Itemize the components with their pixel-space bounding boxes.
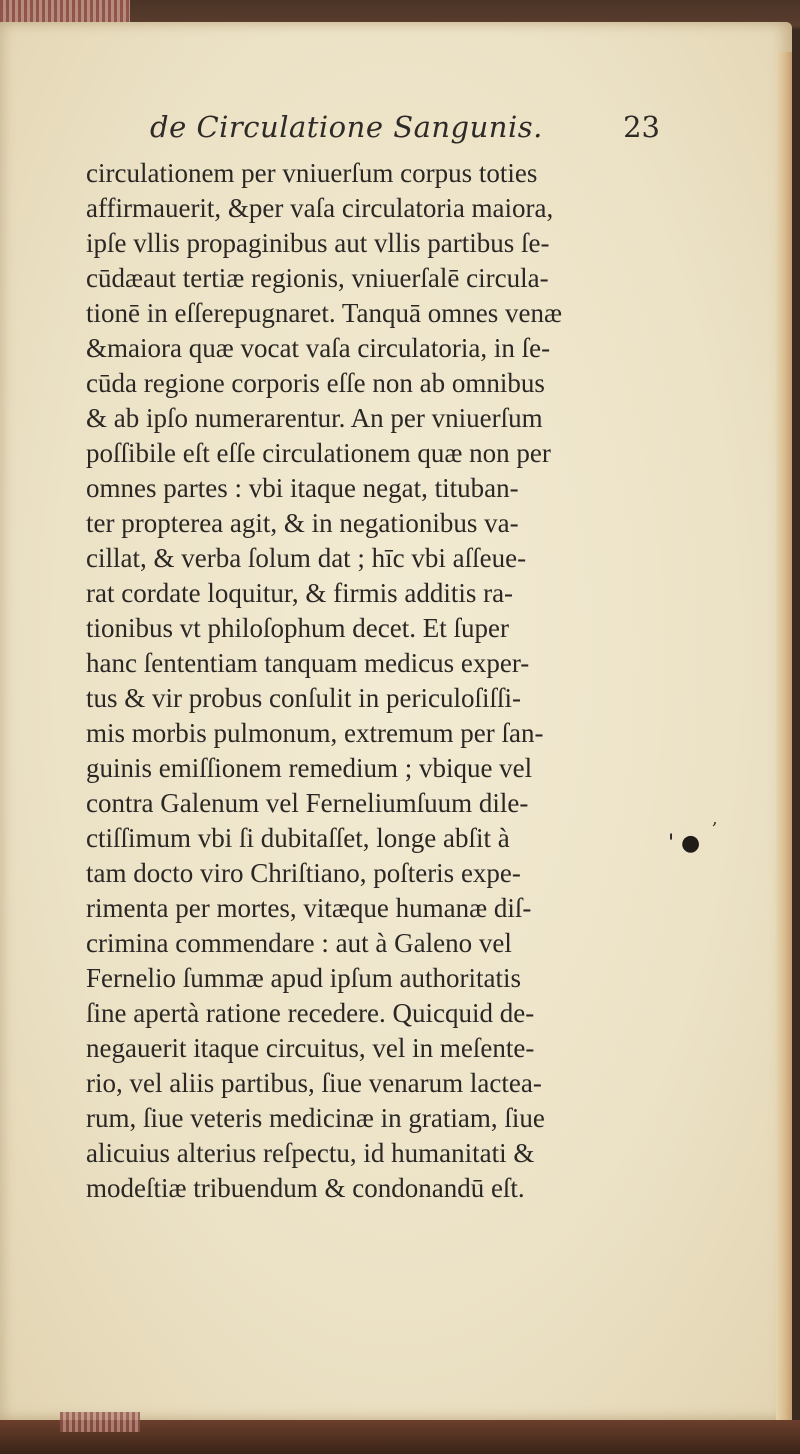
text-line: rat cordate loquitur, & firmis additis ra- [86, 578, 514, 608]
text-line: ſine apertà ratione recedere. Quicquid de- [86, 998, 535, 1028]
binding-thread-bottom [60, 1412, 140, 1432]
text-line: &maiora quæ vocat vaſa circulatoria, in ſe- [86, 333, 551, 363]
text-line: & ab ipſo numerarentur. An per vniuerſum [86, 403, 543, 433]
page-header [150, 110, 660, 154]
text-line: omnes partes : vbi itaque negat, tituban- [86, 473, 519, 503]
body-text [86, 156, 652, 1206]
text-line: circulationem per vniuerſum corpus toties [86, 158, 538, 188]
text-line: ter propterea agit, & in negationibus va- [86, 508, 519, 538]
text-line: ctiſſimum vbi ſi dubitaſſet, longe abſit à [86, 823, 510, 853]
running-head: de Circulatione Sangunis. [150, 110, 543, 144]
text-line: crimina commendare : aut à Galeno vel [86, 928, 512, 958]
text-line: tam docto viro Chriſtiano, poſteris expe- [86, 858, 521, 888]
page-number: 23 [623, 110, 660, 144]
text-line: tionē in eſſerepugnaret. Tanquā omnes venæ [86, 298, 562, 328]
text-line: modeſtiæ tribuendum & condonandū eſt. [86, 1173, 525, 1203]
text-line: contra Galenum vel Ferneliumſuum dile- [86, 788, 529, 818]
text-line: alicuius alterius reſpectu, id humanitati & [86, 1138, 535, 1168]
text-line: cūdæaut tertiæ regionis, vniuerſalē circula- [86, 263, 549, 293]
text-line: tionibus vt philoſophum decet. Et ſuper [86, 613, 509, 643]
text-line: negauerit itaque circuitus, vel in meſente- [86, 1033, 535, 1063]
page-fore-edge [776, 52, 792, 1442]
text-line: guinis emiſſionem remedium ; vbique vel [86, 753, 533, 783]
text-line: poſſibile eſt eſſe circulationem quæ non per [86, 438, 551, 468]
text-line: tus & vir probus conſulit in periculoſiſſi- [86, 683, 521, 713]
margin-mark: ' ● [668, 831, 701, 856]
text-line: rimenta per mortes, vitæque humanæ diſ- [86, 893, 532, 923]
margin-comma: , [712, 808, 718, 829]
text-line: cūda regione corporis eſſe non ab omnibus [86, 368, 545, 398]
text-line: cillat, & verba ſolum dat ; hīc vbi aſſeue- [86, 543, 527, 573]
text-line: ipſe vllis propaginibus aut vllis partibus ſe- [86, 228, 550, 258]
text-line: Fernelio ſummæ apud ipſum authoritatis [86, 963, 521, 993]
text-line: affirmauerit, &per vaſa circulatoria maiora, [86, 193, 554, 223]
text-line: rum, ſiue veteris medicinæ in gratiam, ſiue [86, 1103, 545, 1133]
text-line: hanc ſententiam tanquam medicus exper- [86, 648, 530, 678]
text-line: rio, vel aliis partibus, ſiue venarum lactea- [86, 1068, 542, 1098]
text-line: mis morbis pulmonum, extremum per ſan- [86, 718, 544, 748]
